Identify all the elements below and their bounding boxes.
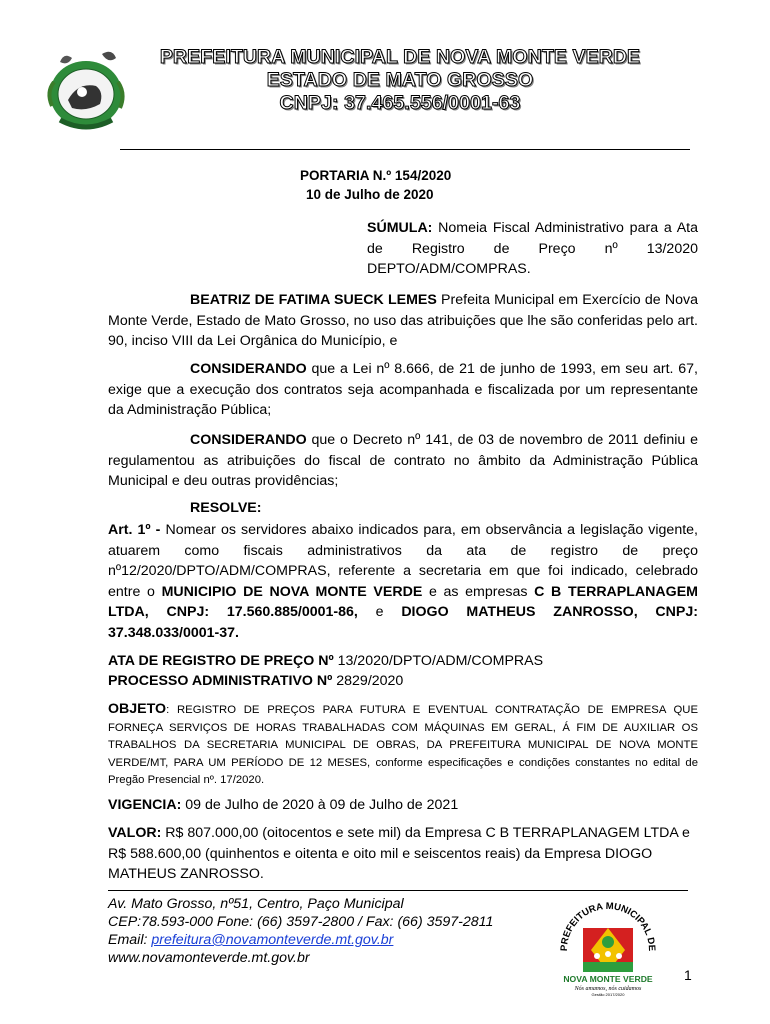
processo-label: PROCESSO ADMINISTRATIVO Nº bbox=[108, 673, 333, 689]
considerando-label-2: CONSIDERANDO bbox=[190, 432, 307, 448]
municipality-name: MUNICIPIO DE NOVA MONTE VERDE bbox=[161, 583, 423, 600]
portaria-number: PORTARIA N.º 154/2020 bbox=[300, 168, 452, 183]
logo-name: NOVA MONTE VERDE bbox=[563, 974, 653, 984]
considerando-text-2: que o Decreto nº 141, de 03 de novembro de 2011 definiu e regulamentou as atribuições do fiscal de contrato no âmbito da Administração Pública Municipal e deu outras providências; bbox=[108, 432, 698, 489]
valor-paragraph bbox=[108, 823, 698, 885]
header-cnpj: CNPJ: 37.465.556/0001-63 bbox=[279, 92, 521, 114]
intro-text: Prefeita Municipal em Exercício de Nova Monte Verde, Estado de Mato Grosso, no uso das atribuições que lhe são conferidas pelo art. 90, inciso VIII da Lei Orgânica do Município, e bbox=[108, 292, 698, 349]
portaria-date: 10 de Julho de 2020 bbox=[306, 187, 434, 202]
footer-email-line bbox=[108, 932, 393, 948]
ata-label: ATA DE REGISTRO DE PREÇO Nº bbox=[108, 653, 334, 669]
valor-label: VALOR: bbox=[108, 825, 162, 841]
considerando-paragraph-2 bbox=[108, 430, 698, 492]
considerando-paragraph-1 bbox=[108, 359, 698, 421]
page-number: 1 bbox=[684, 967, 692, 983]
mayor-name: BEATRIZ DE FATIMA SUECK LEMES bbox=[190, 292, 437, 308]
logo-arc-text: PREFEITURA MUNICIPAL DE bbox=[558, 900, 658, 952]
sumula-label: SÚMULA: bbox=[367, 220, 433, 236]
logo-slogan: Nós amamos, nós cuidamos bbox=[574, 986, 642, 992]
header-divider bbox=[120, 149, 690, 150]
article-1-paragraph bbox=[108, 520, 698, 643]
intro-paragraph bbox=[108, 290, 698, 352]
vigencia-text: 09 de Julho de 2020 à 09 de Julho de 2021 bbox=[181, 797, 459, 813]
article-label: Art. 1º - bbox=[108, 522, 161, 538]
sumula-text: Nomeia Fiscal Administrativo para a Ata de Registro de Preço nº 13/2020 DEPTO/ADM/COMPRAS. bbox=[367, 220, 698, 277]
resolve-heading: RESOLVE: bbox=[190, 500, 262, 516]
header-state: ESTADO DE MATO GROSSO bbox=[266, 69, 534, 91]
footer-phone: CEP:78.593-000 Fone: (66) 3597-2800 / Fax: (66) 3597-2811 bbox=[108, 914, 494, 930]
considerando-label-1: CONSIDERANDO bbox=[190, 361, 307, 377]
municipal-coat-of-arms-icon bbox=[38, 42, 130, 132]
processo-value: 2829/2020 bbox=[332, 673, 404, 689]
vigencia-line bbox=[108, 797, 458, 813]
footer-divider bbox=[108, 890, 688, 891]
article-text-2: e as empresas bbox=[422, 583, 535, 600]
objeto-paragraph bbox=[108, 701, 698, 790]
vigencia-label: VIGENCIA: bbox=[108, 797, 182, 813]
city-administration-logo-icon bbox=[553, 898, 663, 998]
sumula-paragraph bbox=[367, 218, 698, 280]
valor-text: R$ 807.000,00 (oitocentos e sete mil) da Empresa C B TERRAPLANAGEM LTDA e R$ 588.600,00 (quinhentos e oitenta e oito mil e seiscentos reais) da Empresa DIOGO MATHEUS ZANROSSO. bbox=[108, 825, 690, 882]
article-text-3: e bbox=[357, 604, 402, 620]
logo-term: Gestão 2017/2020 bbox=[591, 992, 625, 997]
objeto-text: : REGISTRO DE PREÇOS PARA FUTURA E EVENTUAL CONTRATAÇÃO DE EMPRESA QUE FORNEÇA SERVIÇOS DE HORAS TRABALHADAS COM MÁQUINAS EM GERAL, Á FIM DE AUXILIAR OS TRABALHOS DA SECRETARIA MUNICIPAL DE OBRAS, DA PREFEITURA MUNICIPAL DE NOVA MONTE VERDE/MT, PARA UM PERÍODO DE 12 MESES, conforme especificações e condições constantes no edital de Pregão Presencial nº. 17/2020. bbox=[108, 704, 698, 787]
footer-address: Av. Mato Grosso, nº51, Centro, Paço Municipal bbox=[108, 896, 404, 912]
footer-email-link[interactable]: prefeitura@novamonteverde.mt.gov.br bbox=[151, 932, 394, 948]
objeto-label: OBJETO bbox=[108, 701, 167, 717]
ata-block bbox=[108, 651, 543, 691]
company-1: C B TERRAPLANAGEM LTDA, CNPJ: 17.560.885/0001-86, bbox=[108, 583, 698, 620]
footer-email-label: Email: bbox=[108, 932, 152, 948]
article-text-1: Nomear os servidores abaixo indicados para, em observância a legislação vigente, atuarem como fiscais administrativos da ata de registro de preço nº12/2020/DPTO/ADM/COMPRAS, referente a secretaria em que foi indicado, celebrado entre o bbox=[108, 522, 698, 600]
ata-value: 13/2020/DPTO/ADM/COMPRAS bbox=[333, 653, 544, 669]
header-municipality: PREFEITURA MUNICIPAL DE NOVA MONTE VERDE bbox=[159, 46, 641, 68]
company-2: DIOGO MATHEUS ZANROSSO, CNPJ: 37.348.033/0001-37. bbox=[108, 604, 698, 641]
considerando-text-1: que a Lei nº 8.666, de 21 de junho de 1993, em seu art. 67, exige que a execução dos contratos seja acompanhada e fiscalizada por um representante da Administração Pública; bbox=[108, 361, 698, 418]
footer-website: www.novamonteverde.mt.gov.br bbox=[108, 950, 310, 966]
